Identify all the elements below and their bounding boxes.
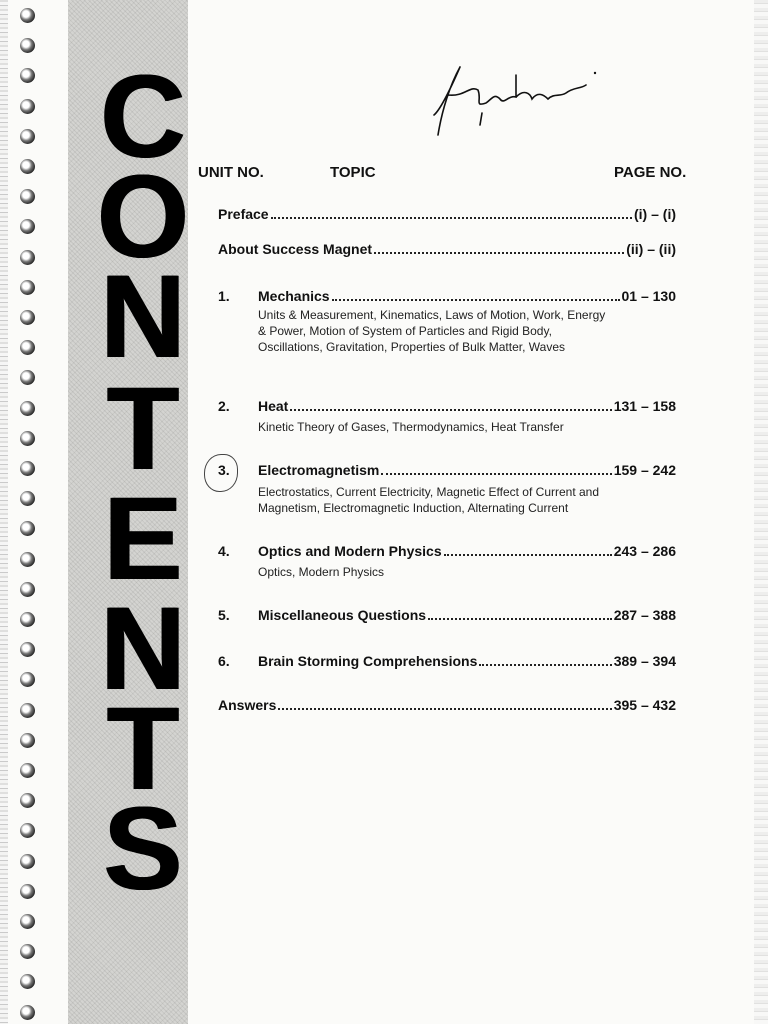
banner-letter-o: O	[97, 151, 189, 283]
leader-dots	[381, 473, 611, 475]
toc-title: Preface	[218, 206, 269, 222]
toc-title: Mechanics	[258, 288, 330, 304]
binding-hole	[20, 129, 35, 144]
binding-holes	[0, 0, 60, 1024]
toc-description: Units & Measurement, Kinematics, Laws of Motion, Work, Energy & Power, Motion of System of Particles and Rigid Body, Oscillations, Gravitation, Properties of Bulk Matter, Waves	[258, 308, 606, 354]
toc-number: 5.	[218, 607, 230, 623]
binding-hole	[20, 431, 35, 446]
contents-side-banner	[68, 0, 188, 1024]
toc-entry-electromagnetism[interactable]	[218, 462, 676, 478]
toc-title: Miscellaneous Questions	[258, 607, 427, 623]
banner-letter-t: T	[106, 363, 180, 495]
binding-hole	[20, 250, 35, 265]
toc-title: Brain Storming Comprehensions	[258, 653, 478, 669]
binding-hole	[20, 38, 35, 53]
toc-pages: 389 – 394	[613, 653, 676, 669]
binding-hole	[20, 8, 35, 23]
toc-number: 2.	[218, 398, 230, 414]
toc-pages: (ii) – (ii)	[626, 241, 676, 257]
header-page-no: PAGE NO.	[614, 164, 687, 181]
binding-hole	[20, 310, 35, 325]
left-page-edge	[0, 0, 8, 1024]
binding-hole	[20, 401, 35, 416]
leader-dots	[290, 409, 611, 411]
toc-entry-preface[interactable]	[218, 206, 676, 222]
binding-hole	[20, 280, 35, 295]
toc-entry-heat[interactable]	[218, 398, 676, 414]
banner-letter-c: C	[100, 51, 186, 183]
toc-entry-about[interactable]	[218, 241, 676, 257]
leader-dots	[479, 664, 611, 666]
binding-hole	[20, 823, 35, 838]
leader-dots	[271, 217, 632, 219]
binding-hole	[20, 944, 35, 959]
right-page-edge	[754, 0, 768, 1024]
banner-letter-e: E	[103, 473, 183, 605]
toc-pages: 131 – 158	[613, 398, 676, 414]
toc-entry-mechanics[interactable]	[218, 288, 676, 304]
toc-title: Electromagnetism	[258, 462, 380, 478]
toc-pages: 287 – 388	[613, 607, 676, 623]
leader-dots	[332, 299, 620, 301]
binding-hole	[20, 99, 35, 114]
binding-hole	[20, 68, 35, 83]
binding-hole	[20, 612, 35, 627]
toc-pages: 395 – 432	[613, 697, 676, 713]
toc-description: Optics, Modern Physics	[258, 565, 385, 579]
binding-hole	[20, 491, 35, 506]
leader-dots	[428, 618, 612, 620]
toc-number: 3.	[218, 462, 230, 478]
binding-hole	[20, 793, 35, 808]
banner-letter-n2: N	[100, 583, 186, 715]
toc-title: About Success Magnet	[218, 241, 373, 257]
toc-title: Heat	[258, 398, 289, 414]
toc-entry-miscellaneous[interactable]	[218, 607, 676, 623]
binding-hole	[20, 521, 35, 536]
banner-letter-s: S	[103, 783, 183, 915]
toc-title: Optics and Modern Physics	[258, 543, 442, 559]
toc-number: 4.	[218, 543, 230, 559]
binding-hole	[20, 219, 35, 234]
toc-description: Kinetic Theory of Gases, Thermodynamics, Heat Transfer	[258, 420, 564, 434]
toc-entry-optics[interactable]	[218, 543, 676, 559]
binding-hole	[20, 854, 35, 869]
leader-dots	[444, 554, 612, 556]
binding-hole	[20, 461, 35, 476]
toc-number: 1.	[218, 288, 230, 304]
banner-letter-n: N	[100, 251, 186, 383]
toc-pages: 243 – 286	[613, 543, 676, 559]
binding-hole	[20, 189, 35, 204]
binding-hole	[20, 552, 35, 567]
binding-hole	[20, 642, 35, 657]
binding-hole	[20, 763, 35, 778]
toc-pages: 159 – 242	[613, 462, 676, 478]
leader-dots	[278, 708, 611, 710]
leader-dots	[374, 252, 624, 254]
toc-title: Answers	[218, 697, 277, 713]
toc-entry-brain-storming[interactable]	[218, 653, 676, 669]
binding-hole	[20, 733, 35, 748]
toc-entry-answers[interactable]	[218, 697, 676, 713]
binding-hole	[20, 1005, 35, 1020]
header-unit-no: UNIT NO.	[198, 164, 264, 181]
binding-hole	[20, 159, 35, 174]
binding-hole	[20, 884, 35, 899]
toc-pages: (i) – (i)	[634, 206, 676, 222]
binding-hole	[20, 703, 35, 718]
toc-description: Electrostatics, Current Electricity, Magnetic Effect of Current and Magnetism, Electromagnetic Induction, Alternating Current	[258, 485, 600, 515]
binding-hole	[20, 370, 35, 385]
binding-hole	[20, 672, 35, 687]
binding-hole	[20, 340, 35, 355]
banner-letter-t2: T	[106, 683, 180, 815]
handwritten-signature	[420, 55, 600, 145]
binding-hole	[20, 974, 35, 989]
header-topic: TOPIC	[330, 164, 376, 181]
binding-hole	[20, 914, 35, 929]
binding-hole	[20, 582, 35, 597]
toc-pages: 01 – 130	[621, 288, 676, 304]
toc-number: 6.	[218, 653, 230, 669]
